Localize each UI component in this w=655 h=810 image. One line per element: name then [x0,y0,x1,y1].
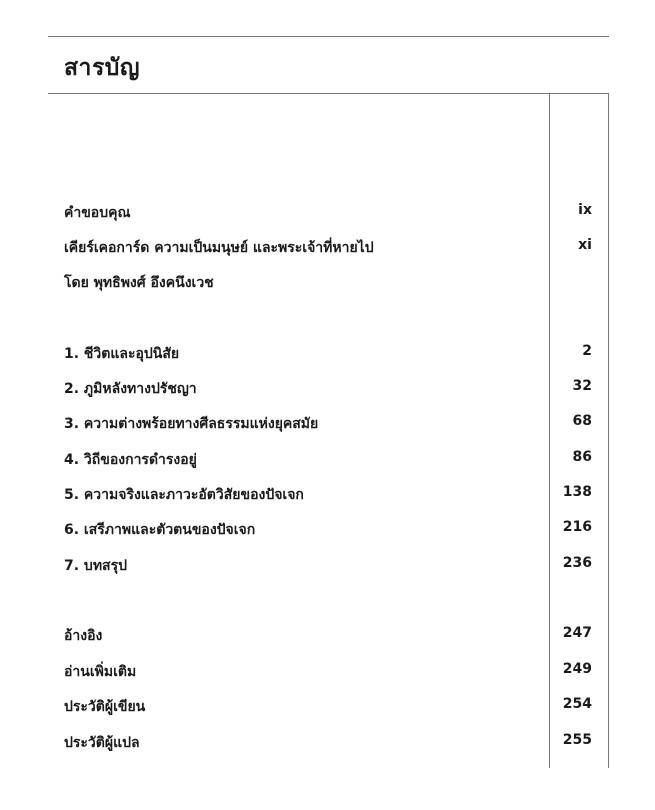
toc-entry-page: xi [578,237,592,253]
toc-entry-chapter-5[interactable] [64,484,592,510]
toc-entry-further-reading[interactable] [64,661,592,687]
toc-entry-page: 255 [562,732,592,748]
toc-entry-chapter-2[interactable] [64,378,592,404]
toc-entry-label: โดย พุทธิพงศ์ อึงคนึงเวช [64,275,214,291]
toc-entry-label: 2. ภูมิหลังทางปรัชญา [64,381,197,397]
page-column-right-border [608,93,609,768]
toc-entry-chapter-1[interactable] [64,343,592,369]
toc-entry-author-bio[interactable] [64,696,592,722]
toc-entry-chapter-6[interactable] [64,519,592,545]
toc-entry-chapter-3[interactable] [64,413,592,439]
toc-entry-page: 68 [572,413,592,429]
toc-entry-label: 3. ความต่างพร้อยทางศีลธรรมแห่งยุคสมัย [64,416,319,432]
toc-entry-page: 249 [562,661,592,677]
toc-entry-page: ix [578,202,592,218]
header-rule [48,93,609,94]
toc-entry-introduction[interactable] [64,237,592,263]
toc-entry-page: 236 [562,555,592,571]
toc-entry-chapter-4[interactable] [64,449,592,475]
toc-entry-label: 7. บทสรุป [64,558,127,574]
toc-entry-label: ประวัติผู้เขียน [64,699,146,715]
toc-entry-page: 138 [562,484,592,500]
toc-entry-label: อ่านเพิ่มเติม [64,664,137,680]
toc-entry-page: 2 [582,343,592,359]
toc-entry-page: 86 [572,449,592,465]
toc-entry-label: 4. วิถีของการดำรงอยู่ [64,452,197,468]
toc-entry-page: 247 [562,625,592,641]
toc-entry-page: 32 [572,378,592,394]
toc-entry-introduction-author [64,272,592,298]
toc-entry-label: ประวัติผู้แปล [64,735,140,751]
toc-entry-translator-bio[interactable] [64,732,592,758]
toc-entry-chapter-7[interactable] [64,555,592,581]
toc-entry-label: คำขอบคุณ [64,205,131,221]
toc-entry-label: เคียร์เคอการ์ด ความเป็นมนุษย์ และพระเจ้าที่หายไป [64,240,374,256]
toc-entry-label: 6. เสรีภาพและตัวตนของปัจเจก [64,522,256,538]
toc-entry-references[interactable] [64,625,592,651]
toc-entry-label: 5. ความจริงและภาวะอัตวิสัยของปัจเจก [64,487,304,503]
toc-entry-acknowledgements[interactable] [64,202,592,228]
toc-entry-page: 254 [562,696,592,712]
toc-entry-label: อ้างอิง [64,628,103,644]
toc-entry-page: 216 [562,519,592,535]
toc-entry-label: 1. ชีวิตและอุปนิสัย [64,346,180,362]
top-rule [48,36,609,37]
page-title: สารบัญ [64,55,141,81]
